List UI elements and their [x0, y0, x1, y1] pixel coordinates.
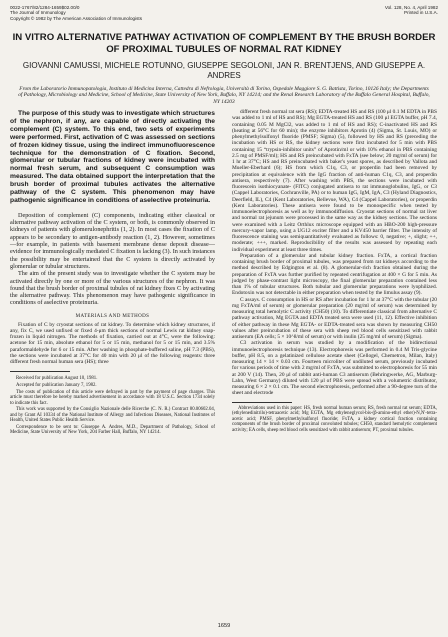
header-line: Copyright © 1982 by The American Association of Immunologists — [10, 15, 142, 21]
footnote: Accepted for publication January 7, 1982. — [16, 383, 97, 389]
footnote: Received for publication August 10, 1981. — [16, 376, 98, 382]
section-heading: MATERIALS AND METHODS — [75, 313, 150, 319]
header-line: Printed in U.S.A. — [404, 10, 438, 16]
footnote: The costs of publication of this article were defrayed in part by the payment of page charges. This article must therefore be hereby marked advertisement in accordance with 18 U.S.C. Section 1734 solely to indicate this fact. — [10, 389, 215, 406]
journal-header-right — [278, 5, 438, 16]
footnote: This work was supported by the Consiglio Nazionale delle Ricerche (C. N. R.) Contract 80.00602.04, and by Grant AI 10334 of the National Institute of Allergy and Infectious Diseases, National Institutes of Health, United States Public Health Service. — [10, 407, 215, 424]
page-number: 1659 — [217, 623, 231, 629]
header-line: 0022-1767/82/1284-1659$02.00/0 — [10, 5, 80, 10]
affiliation: From the Laboratorio Immunopatologia, Instituto di Medicina Interna, Cattedra di Nefrologia, Università di Torino, Ospedale Maggiore S. G. Battista, Torino, 10126 Italy; the Departments of Pathology, Microbiology and Medicine, School of Medicine, State University of New York, Buffalo, NY 14214; and the Renal Research Laboratory of the Buffalo General Hospital, Buffalo, NY 14203 — [18, 86, 430, 105]
author-list: GIOVANNI CAMUSSI, MICHELE ROTUNNO, GIUSEPPE SEGOLONI, JAN R. BRENTJENS, AND GIUSEPPE A. ANDRES — [22, 61, 426, 80]
methods-paragraph: Preparation of a glomerular and tubular kidney fraction. FxTA, a cortical fraction containing brush border of proximal tubules, was prepared from rat kidneys according to the method described by Edgington et al. (8). A glomerular-rich fraction obtained during the preparation of FxTA was further purified by repeated centrifugation at 400 × G for 5 min. As judged by phase-contrast light microscopy, the final glomerular preparation contained less than 1% of tubular structures. Both tubular and glomerular preparations were lyophilized. Endotoxin was not detectable in either preparation when tested by the limulus assay (9). — [232, 252, 437, 297]
right-column — [232, 109, 437, 433]
methods-paragraph: Fixation of C by cryostat sections of rat kidney. To determine which kidney structures, if any, fix C, we used unfixed or fixed 4-μm thick sections of normal Lewis rat kidney snap-frozen in liquid nitrogen. The methods of fixation, carried out at 4°C, were the following: acetone for 15 min, absolute ethanol for 5 or 15 min, methanol for 5 or 15 min, and 3.5% paraformaldehyde for 6 or 15 min. After washing in phosphate-buffered saline, pH 7.3 (PBS), the sections were incubated at 37°C for 40 min with 20 μl of the following reagents: three different fresh normal human sera (HS); three — [10, 321, 215, 366]
intro-paragraph: Deposition of complement (C) components, indicating either classical or alternative pathway activation of the C system, or both, is commonly observed in kidneys of patients with glomerulonephritis (1, 2). In most cases the fixation of C appears to be secondary to antigen-antibody reaction (1, 2). However, sometimes—for example, in patients with basement membrane dense deposit disease—evidence for immunologically mediated C fixation is lacking (3). In such instances the possibility may be entertained that the C system is directly activated by glomerular or tubular structures. — [10, 211, 215, 270]
header-line: The Journal of Immunology — [10, 10, 66, 16]
left-column — [10, 109, 215, 437]
header-line: Vol. 128, No. 4, April 1982 — [384, 5, 438, 10]
methods-paragraph: C3 activation in serum was studied by a modification of the bidirectional immunoelectrophoresis technique (13). Electrophoresis was performed in 0.4 M Tris-glycine buffer, pH 8.5, on a gelatinized cellulose acetate sheet (Cellogel, Chemetron, Milan, Italy) measuring 14 × 14 × 0.03 cm. Fourteen microliter of undiluted serum, previously incubated for various periods of time with 2 mg/ml of FxTA, was submitted to electrophoresis for 55 min at 200 V (14). Then, 20 μl of rabbit anti-human C3 antiserum (Behringwerke, AG, Marburg-Lahn, West Germany) diluted with 120 μl of PBS were spread with a volumetric distributor, measuring 6 × 2 × 0.1 cm. The second electrophoresis, performed after a 90-degree turn of the sheet and electrode — [232, 340, 437, 397]
abstract: The purpose of this study was to investigate which structures of the nephron, if any, are capable of directly activating the complement (C) system. To this end, two sets of experiments were performed. First, activation of C was assessed on sections of frozen kidney tissue, using the indirect immunofluorescence technique for the demonstration of C fixation. Second, glomerular or tubular fractions of kidney were incubated with normal fresh serum, and subsequent C consumption was measured. The data obtained support the interpretation that the brush border of proximal tubules activates the alternative pathway of the C system. This phenomenon may have pathogenic significance in conditions of aselective proteinuria. — [10, 110, 215, 204]
methods-paragraph: different fresh normal rat sera (RS); EDTA-treated HS and RS (100 μl 0.1 M EDTA in PBS was added to 1 ml of HS and RS); Mg EGTA-treated HS and RS (100 μl EGTA buffer, pH 7.4, containing 0.05 M MgCl2, was added to 1 ml of HS and RS); C-inactivated HS and RS (heating at 56°C for 60 min); the enzyme inhibitors Aprotin (4) (Sigma, St. Louis, MO) or phenylmethylsulfonyl fluoride (PMSF; Sigma) (5), followed by HS and RS (preceding the incubation with HS or RS, the kidney sections were first incubated for 5 min with PBS containing 15 “trypsin-inhibitor units” of Aprotin/ml or with 10% ethanol in PBS containing 2.5 mg of PMSF/ml); HS and RS preincubated with FxTA (see below; 20 mg/ml of serum) for 1 hr at 37°C; HS and RS preincubated with baker's yeast spores, as described by Vallota and Mueller-Eberhard (6); HS from which C1q, C3, or properdin had been removed by precipitation at equivalence with the IgG fraction of anti-human C1q, C3, and properdin antisera, respectively (7). After washing with PBS, the sections were incubated with fluorescein isothiocyanate- (FITC) conjugated antisera to rat immunoglobulins, IgG, or C3 (Cappel Laboratories, Cochranville, PA) or to human IgG, IgM, IgA, C3 (Hyland Diagnostics, Deerfield, IL), C4 (Kent Laboratories, Bellevue, WA), C4 (Cappel Laboratories), or properdin (Kent Laboratories). These antisera were found to be monospecific when tested by immunoelectrophoresis as well as by immunodiffusion. Cryostat sections of normal rat liver and normal rat jejunum were processed in the same way as the kidney sections. The sections were examined with a Leitz Orthlux microscope equipped with an HBO-200 high-pressure mercury-vapor lamp, using a UG12 exciter filter and a KV450 barrier filter. The intensity of fluorescence staining was semiquantitatively evaluated as follows: 0, negative; +, slight; ++, moderate; +++, marked. Reproducibility of the results was assessed by repeating each individual experiment at least three times. — [232, 109, 438, 253]
journal-header-left — [10, 5, 260, 21]
footnote-divider — [10, 371, 70, 372]
methods-paragraph: C assays. C consumption in HS or RS after incubation for 1 hr at 37°C with the tubular (20 mg FxTA/ml of serum) or glomerular preparation (20 mg/ml of serum) was determined by measuring total hemolytic C activity (CH50) (10). To differentiate classical from alternative C pathway activation, Mg EGTA and EDTA treated sera were used (11, 12). Effective inhibition of either pathway in these Mg EGTA- or EDTA-treated sera was shown by measuring CH50 values after preincubation of these sera with sheep red blood cells sensitized with rabbit antiserum (EA cells; 5 × 10^8/ml of serum) or with inulin (25 mg/ml of serum) (Sigma). — [232, 296, 437, 340]
footnote: Correspondence to be sent to: Giuseppe A. Andres, M.D., Department of Pathology, School of Medicine, State University of New York, 204 Farber Hall, Buffalo, NY 14214. — [10, 424, 215, 436]
intro-paragraph: The aim of the present study was to investigate whether the C system may be activated directly by one or more of the various structures of the nephron. It was found that the brush border of proximal tubules of rat kidney fixes C by activating the alternative pathway. This phenomenon may have pathogenic significance in conditions of aselective proteinuria. — [10, 270, 215, 307]
footnote-divider — [232, 402, 292, 403]
journal-page — [10, 5, 438, 633]
article-title: IN VITRO ALTERNATIVE PATHWAY ACTIVATION OF COMPLEMENT BY THE BRUSH BORDER OF PROXIMAL TUBULES OF NORMAL RAT KIDNEY — [12, 32, 436, 55]
abbreviations-footnote: Abbreviations used in this paper: HS, fresh normal human serum; RS, fresh normal rat serum; EDTA, (ethylenedinitrilo)-tetraacetic acid; Mg EGTA, Mg ethyleneglycol-bis-(β-amino-ethyl ether)-N,N'-tetra-acetic acid; PMSF, phenylmethylsulfonyl fluoride; FxTA, a kidney cortical fraction containing components of the brush border of proximal convoluted tubules; CH50, standard hemolytic complement activity; EA cells, sheep red blood cells sensitized with rabbit antiserum; PT, proximal tubules. — [232, 405, 437, 433]
